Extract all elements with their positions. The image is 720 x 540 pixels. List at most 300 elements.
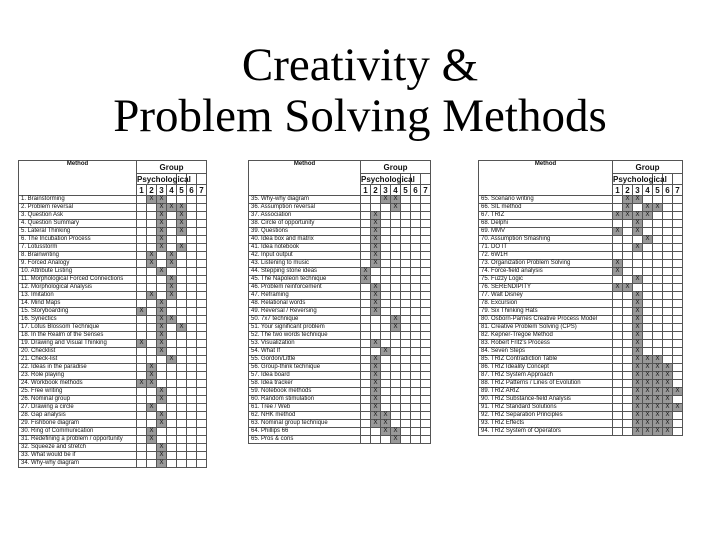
table-row	[19, 460, 207, 468]
psychological-header: Psychological	[613, 174, 667, 184]
mark-cell: X	[167, 252, 177, 260]
mark-cell: X	[663, 396, 673, 404]
empty-cell	[663, 348, 673, 356]
mark-cell: X	[653, 420, 663, 428]
empty-cell	[673, 372, 683, 380]
column-number: 6	[187, 185, 197, 196]
mark-cell: X	[673, 388, 683, 396]
empty-cell	[381, 380, 391, 388]
column-number: 1	[613, 185, 623, 196]
method-name: 91. TRIZ Standard Solutions	[479, 404, 613, 412]
empty-cell	[167, 364, 177, 372]
mark-cell: X	[157, 340, 167, 348]
empty-cell	[361, 212, 371, 220]
group-header: Group	[137, 161, 207, 174]
column-number: 7	[421, 185, 431, 196]
method-name: 10. Attribute Listing	[19, 268, 137, 276]
empty-cell	[613, 404, 623, 412]
empty-cell	[197, 244, 207, 252]
table-row	[19, 380, 207, 388]
empty-cell	[411, 388, 421, 396]
table-row	[19, 196, 207, 204]
mark-cell: X	[157, 212, 167, 220]
empty-cell	[401, 308, 411, 316]
empty-cell	[137, 284, 147, 292]
method-name: 27. Drawing a circle	[19, 404, 137, 412]
mark-cell: X	[643, 356, 653, 364]
empty-cell	[381, 228, 391, 236]
mark-cell: X	[157, 420, 167, 428]
empty-cell	[197, 396, 207, 404]
empty-cell	[663, 340, 673, 348]
mark-cell: X	[147, 404, 157, 412]
table-row	[249, 236, 431, 244]
mark-cell: X	[167, 260, 177, 268]
table-row	[479, 292, 683, 300]
method-name: 82. Kepner-Tregoe Method	[479, 332, 613, 340]
empty-cell	[401, 364, 411, 372]
empty-cell	[623, 324, 633, 332]
empty-cell	[401, 212, 411, 220]
table-row	[19, 372, 207, 380]
title-line-2: Problem Solving Methods	[113, 90, 607, 142]
table-row	[479, 276, 683, 284]
empty-cell	[391, 228, 401, 236]
mark-cell: X	[663, 388, 673, 396]
empty-cell	[361, 420, 371, 428]
empty-cell	[361, 204, 371, 212]
empty-cell	[673, 356, 683, 364]
method-name: 78. Excursion	[479, 300, 613, 308]
mark-cell: X	[147, 196, 157, 204]
empty-cell	[421, 404, 431, 412]
method-name: 62. NHK method	[249, 412, 361, 420]
table-row	[19, 444, 207, 452]
empty-cell	[401, 244, 411, 252]
mark-cell: X	[663, 364, 673, 372]
empty-cell	[137, 316, 147, 324]
method-name: 30. Ring of Communication	[19, 428, 137, 436]
method-name: 25. Free writing	[19, 388, 137, 396]
mark-cell: X	[653, 372, 663, 380]
column-number: 2	[147, 185, 157, 196]
method-name: 94. TRIZ System of Operators	[479, 428, 613, 436]
mark-cell: X	[371, 412, 381, 420]
mark-cell: X	[391, 316, 401, 324]
empty-cell	[673, 252, 683, 260]
empty-cell	[613, 340, 623, 348]
empty-cell	[411, 340, 421, 348]
empty-cell	[137, 364, 147, 372]
empty-cell	[197, 420, 207, 428]
empty-cell	[421, 220, 431, 228]
empty-cell	[391, 252, 401, 260]
empty-cell	[643, 268, 653, 276]
method-name: 68. Delphi	[479, 220, 613, 228]
empty-cell	[401, 236, 411, 244]
mark-cell: X	[613, 212, 623, 220]
empty-cell	[663, 228, 673, 236]
empty-cell	[653, 212, 663, 220]
empty-cell	[401, 404, 411, 412]
empty-cell	[137, 412, 147, 420]
empty-cell	[147, 284, 157, 292]
empty-cell	[623, 412, 633, 420]
table-row	[19, 316, 207, 324]
empty-cell	[187, 388, 197, 396]
table-row	[19, 388, 207, 396]
empty-cell	[673, 244, 683, 252]
mark-cell: X	[643, 364, 653, 372]
empty-cell	[391, 212, 401, 220]
method-name: 87. TRIZ System Approach	[479, 372, 613, 380]
table-row	[479, 244, 683, 252]
column-number: 2	[623, 185, 633, 196]
group-header: Group	[613, 161, 683, 174]
empty-cell	[663, 236, 673, 244]
empty-cell	[673, 412, 683, 420]
method-name: 55. Gordon/Little	[249, 356, 361, 364]
empty-cell	[613, 316, 623, 324]
mark-cell: X	[167, 292, 177, 300]
empty-cell	[177, 292, 187, 300]
empty-cell	[421, 332, 431, 340]
empty-cell	[361, 364, 371, 372]
empty-cell	[673, 276, 683, 284]
empty-cell	[167, 444, 177, 452]
mark-cell: X	[157, 388, 167, 396]
empty-cell	[147, 356, 157, 364]
empty-cell	[421, 364, 431, 372]
table-row	[249, 252, 431, 260]
mark-cell: X	[371, 364, 381, 372]
mark-cell: X	[157, 444, 167, 452]
empty-cell	[147, 244, 157, 252]
empty-cell	[623, 316, 633, 324]
column-number: 5	[401, 185, 411, 196]
empty-cell	[653, 260, 663, 268]
empty-cell	[653, 340, 663, 348]
table-row	[19, 356, 207, 364]
table-row	[249, 436, 431, 444]
empty-cell	[167, 268, 177, 276]
empty-cell	[421, 348, 431, 356]
empty-cell	[633, 284, 643, 292]
empty-cell	[421, 316, 431, 324]
empty-cell	[197, 324, 207, 332]
empty-cell	[421, 428, 431, 436]
column-number: 1	[361, 185, 371, 196]
empty-cell	[663, 292, 673, 300]
table-row	[19, 436, 207, 444]
mark-cell: X	[147, 260, 157, 268]
empty-cell	[381, 404, 391, 412]
empty-cell	[411, 428, 421, 436]
empty-cell	[623, 300, 633, 308]
method-name: 35. Why-why diagram	[249, 196, 361, 204]
empty-cell	[381, 268, 391, 276]
method-header: Method	[19, 161, 137, 196]
empty-cell	[361, 220, 371, 228]
empty-cell	[653, 268, 663, 276]
empty-cell	[391, 396, 401, 404]
header-row-group	[19, 161, 207, 174]
mark-cell: X	[391, 204, 401, 212]
empty-cell	[653, 324, 663, 332]
mark-cell: X	[371, 396, 381, 404]
column-number: 3	[157, 185, 167, 196]
empty-cell	[391, 276, 401, 284]
empty-cell	[391, 260, 401, 268]
empty-cell	[361, 340, 371, 348]
mark-cell: X	[633, 412, 643, 420]
method-name: 39. Questions	[249, 228, 361, 236]
table-row	[19, 260, 207, 268]
empty-cell	[613, 348, 623, 356]
method-name: 61. Tree / Web	[249, 404, 361, 412]
mark-cell: X	[673, 404, 683, 412]
empty-cell	[361, 196, 371, 204]
method-name: 19. Drawing and Visual Thinking	[19, 340, 137, 348]
mark-cell: X	[157, 324, 167, 332]
empty-cell	[673, 348, 683, 356]
empty-cell	[187, 228, 197, 236]
empty-cell	[147, 340, 157, 348]
empty-cell	[613, 252, 623, 260]
empty-cell	[177, 276, 187, 284]
mark-cell: X	[663, 372, 673, 380]
table-row	[249, 364, 431, 372]
empty-cell	[381, 356, 391, 364]
empty-cell	[361, 244, 371, 252]
mark-cell: X	[147, 364, 157, 372]
method-name: 88. TRIZ Patterns / Lines of Evolution	[479, 380, 613, 388]
empty-cell	[187, 300, 197, 308]
empty-cell	[633, 204, 643, 212]
empty-cell	[187, 436, 197, 444]
mark-cell: X	[371, 252, 381, 260]
method-name: 58. Idea tracker	[249, 380, 361, 388]
empty-cell	[361, 436, 371, 444]
mark-cell: X	[663, 380, 673, 388]
empty-cell	[167, 348, 177, 356]
empty-cell	[381, 396, 391, 404]
empty-cell	[167, 380, 177, 388]
empty-cell	[187, 452, 197, 460]
mark-cell: X	[137, 340, 147, 348]
empty-cell	[673, 332, 683, 340]
empty-cell	[147, 460, 157, 468]
method-name: 84. Seven Steps	[479, 348, 613, 356]
table-row	[249, 356, 431, 364]
empty-cell	[177, 252, 187, 260]
table-row	[479, 260, 683, 268]
column-number: 6	[663, 185, 673, 196]
empty-cell	[663, 284, 673, 292]
method-name: 92. TRIZ Separation Principles	[479, 412, 613, 420]
empty-cell	[613, 420, 623, 428]
mark-cell: X	[643, 396, 653, 404]
empty-cell	[197, 204, 207, 212]
table-row	[479, 340, 683, 348]
mark-cell: X	[371, 388, 381, 396]
mark-cell: X	[653, 356, 663, 364]
method-header: Method	[479, 161, 613, 196]
method-name: 54. What If	[249, 348, 361, 356]
table-row	[249, 300, 431, 308]
empty-cell	[187, 276, 197, 284]
method-name: 77. Walt Disney	[479, 292, 613, 300]
empty-cell	[147, 228, 157, 236]
table-row	[19, 452, 207, 460]
empty-cell	[177, 404, 187, 412]
empty-cell	[381, 204, 391, 212]
empty-cell	[613, 356, 623, 364]
empty-cell	[137, 436, 147, 444]
empty-cell	[653, 276, 663, 284]
mark-cell: X	[381, 412, 391, 420]
empty-cell	[381, 388, 391, 396]
empty-cell	[401, 428, 411, 436]
table-row	[19, 204, 207, 212]
mark-cell: X	[613, 284, 623, 292]
empty-cell	[663, 220, 673, 228]
empty-cell	[157, 284, 167, 292]
table-row	[479, 212, 683, 220]
empty-cell	[187, 260, 197, 268]
method-name: 20. Checklist	[19, 348, 137, 356]
method-name: 64. Phillips 66	[249, 428, 361, 436]
method-name: 6. The Incubation Process	[19, 236, 137, 244]
empty-cell	[157, 436, 167, 444]
empty-cell	[147, 308, 157, 316]
mark-cell: X	[371, 308, 381, 316]
method-name: 12. Morphological Analysis	[19, 284, 137, 292]
empty-cell	[391, 292, 401, 300]
table-row	[479, 252, 683, 260]
method-name: 79. Six Thinking Hats	[479, 308, 613, 316]
empty-cell	[361, 252, 371, 260]
empty-cell	[623, 276, 633, 284]
empty-cell	[421, 388, 431, 396]
empty-cell	[157, 260, 167, 268]
empty-cell	[147, 316, 157, 324]
empty-cell	[361, 388, 371, 396]
empty-cell	[147, 220, 157, 228]
empty-cell	[623, 332, 633, 340]
mark-cell: X	[391, 196, 401, 204]
empty-cell	[197, 268, 207, 276]
mark-cell: X	[157, 268, 167, 276]
empty-cell	[633, 252, 643, 260]
mark-cell: X	[643, 204, 653, 212]
table-row	[479, 380, 683, 388]
method-name: 22. Ideas in the paradise	[19, 364, 137, 372]
empty-cell	[391, 412, 401, 420]
table-row	[19, 244, 207, 252]
method-name: 90. TRIZ Substance-field Analysis	[479, 396, 613, 404]
empty-cell	[381, 244, 391, 252]
method-name: 73. Organization Problem Solving	[479, 260, 613, 268]
empty-cell	[673, 260, 683, 268]
empty-cell	[663, 252, 673, 260]
empty-cell	[157, 404, 167, 412]
empty-cell	[401, 300, 411, 308]
mark-cell: X	[147, 380, 157, 388]
method-name: 14. Mind Maps	[19, 300, 137, 308]
empty-cell	[673, 324, 683, 332]
method-name: 72. 6W1H	[479, 252, 613, 260]
empty-cell	[381, 364, 391, 372]
empty-cell	[197, 316, 207, 324]
mark-cell: X	[371, 236, 381, 244]
table-row	[479, 316, 683, 324]
empty-cell	[673, 420, 683, 428]
method-name: 32. Squeeze and stretch	[19, 444, 137, 452]
slide-title	[0, 40, 720, 142]
empty-cell	[401, 340, 411, 348]
empty-cell	[371, 436, 381, 444]
empty-cell	[361, 348, 371, 356]
empty-cell	[411, 196, 421, 204]
empty-cell	[673, 396, 683, 404]
method-name: 28. Gap analysis	[19, 412, 137, 420]
empty-cell	[653, 196, 663, 204]
method-name: 41. Idea notebook	[249, 244, 361, 252]
empty-cell	[197, 404, 207, 412]
mark-cell: X	[663, 404, 673, 412]
empty-cell	[401, 420, 411, 428]
method-name: 50. 7x7 technique	[249, 316, 361, 324]
empty-cell	[177, 388, 187, 396]
empty-cell	[663, 268, 673, 276]
empty-cell	[137, 292, 147, 300]
method-name: 60. Random stimulation	[249, 396, 361, 404]
method-name: 9. Forced Analogy	[19, 260, 137, 268]
empty-cell	[663, 276, 673, 284]
mark-cell: X	[167, 204, 177, 212]
empty-cell	[673, 428, 683, 436]
mark-cell: X	[633, 300, 643, 308]
empty-cell	[137, 300, 147, 308]
empty-cell	[197, 196, 207, 204]
empty-cell	[167, 196, 177, 204]
header-row-group	[479, 161, 683, 174]
empty-cell	[147, 204, 157, 212]
empty-cell	[167, 300, 177, 308]
table-row	[19, 332, 207, 340]
empty-cell	[643, 324, 653, 332]
empty-cell	[137, 332, 147, 340]
empty-cell	[197, 412, 207, 420]
empty-cell	[147, 348, 157, 356]
empty-cell	[147, 388, 157, 396]
mark-cell: X	[633, 316, 643, 324]
blank-header-cell	[421, 174, 431, 185]
empty-cell	[673, 292, 683, 300]
blank-header-cell	[197, 174, 207, 185]
table-row	[19, 236, 207, 244]
column-number: 7	[673, 185, 683, 196]
empty-cell	[401, 292, 411, 300]
empty-cell	[673, 212, 683, 220]
empty-cell	[391, 348, 401, 356]
table-row	[249, 196, 431, 204]
empty-cell	[187, 332, 197, 340]
empty-cell	[137, 388, 147, 396]
table-row	[19, 364, 207, 372]
empty-cell	[187, 252, 197, 260]
